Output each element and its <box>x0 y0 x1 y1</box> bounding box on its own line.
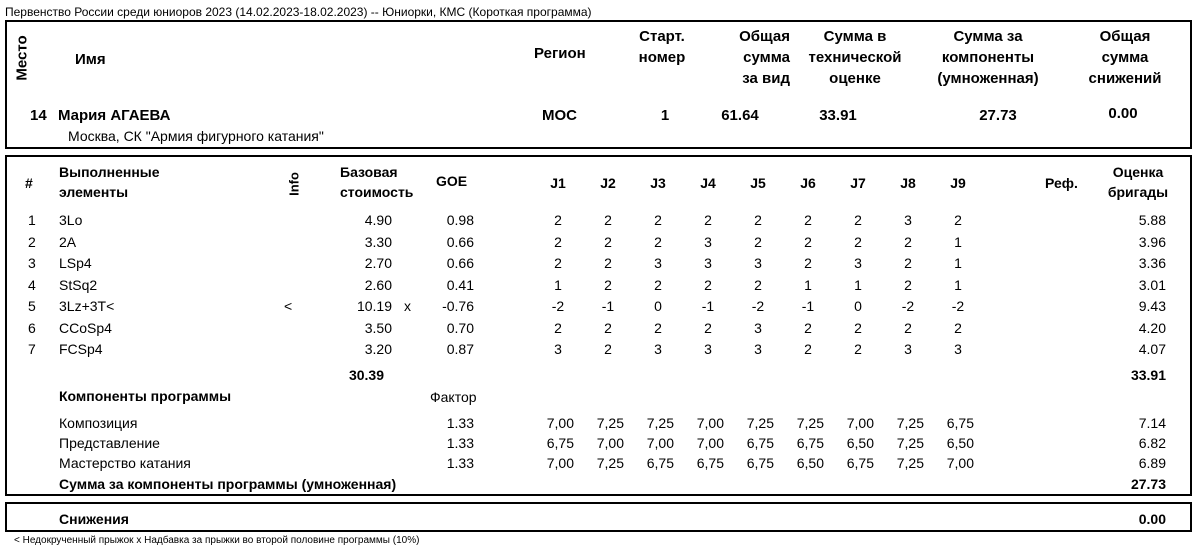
region-header: Регион <box>534 45 586 62</box>
header-line: Старт. <box>639 28 685 45</box>
component-name: Представление <box>59 435 160 451</box>
element-panel-score: 3.01 <box>1138 277 1166 293</box>
judge-score: 2 <box>604 255 612 271</box>
deductions-value: 0.00 <box>1138 511 1166 527</box>
col-header-panel-score <box>1098 162 1178 202</box>
skater-pcs: 27.73 <box>979 107 1017 124</box>
judge-score: 2 <box>804 212 812 228</box>
component-factor: 1.33 <box>446 415 474 431</box>
judge-score: -1 <box>801 298 815 314</box>
element-goe: 0.66 <box>446 255 474 271</box>
element-panel-score: 5.88 <box>1138 212 1166 228</box>
component-score: 7.14 <box>1138 415 1166 431</box>
element-panel-score: 3.96 <box>1138 234 1166 250</box>
element-goe: 0.70 <box>446 320 474 336</box>
skater-tes: 33.91 <box>819 107 857 124</box>
judge-header: J3 <box>650 175 666 191</box>
element-base-value: 10.19 <box>356 298 392 314</box>
judge-score: 2 <box>604 320 612 336</box>
judge-header: J7 <box>850 175 866 191</box>
component-judge-score: 7,00 <box>696 435 724 451</box>
header-line: за вид <box>742 70 790 87</box>
element-number: 4 <box>28 277 36 293</box>
judge-score: 3 <box>754 255 762 271</box>
component-judge-score: 7,00 <box>946 455 974 471</box>
judge-score: 3 <box>954 341 962 357</box>
judge-score: -2 <box>751 298 765 314</box>
component-judge-score: 7,00 <box>646 435 674 451</box>
component-judge-score: 7,25 <box>896 415 924 431</box>
component-score: 6.82 <box>1138 435 1166 451</box>
judge-score: 1 <box>554 277 562 293</box>
component-judge-score: 6,50 <box>796 455 824 471</box>
element-name: 3Lz+3T< <box>59 298 115 314</box>
component-judge-score: 6,50 <box>846 435 874 451</box>
judge-score: 3 <box>704 255 712 271</box>
judge-header: J6 <box>800 175 816 191</box>
skater-club: Москва, СК "Армия фигурного катания" <box>68 128 324 144</box>
header-line: технической <box>808 49 902 66</box>
header-line: (умноженная) <box>937 70 1039 87</box>
element-panel-score: 4.07 <box>1138 341 1166 357</box>
component-judge-score: 7,25 <box>646 415 674 431</box>
judge-header: J1 <box>550 175 566 191</box>
component-factor: 1.33 <box>446 435 474 451</box>
judge-score: 2 <box>604 277 612 293</box>
header-line: сумма <box>1101 49 1149 66</box>
judge-score: 2 <box>704 277 712 293</box>
col-header-ref: Реф. <box>1045 175 1078 191</box>
judge-score: 2 <box>604 234 612 250</box>
components-total-label: Сумма за компоненты программы (умноженная) <box>59 476 397 492</box>
element-number: 1 <box>28 212 36 228</box>
component-judge-score: 7,25 <box>896 435 924 451</box>
component-judge-score: 7,00 <box>546 415 574 431</box>
component-judge-score: 7,00 <box>846 415 874 431</box>
judge-score: 0 <box>654 298 662 314</box>
component-judge-score: 7,00 <box>696 415 724 431</box>
component-name: Композиция <box>59 415 138 431</box>
header-line: бригады <box>1107 184 1169 200</box>
skater-rank: 14 <box>30 107 47 124</box>
header-line: снижений <box>1088 70 1162 87</box>
component-judge-score: 7,00 <box>596 435 624 451</box>
judge-score: 2 <box>854 212 862 228</box>
component-factor: 1.33 <box>446 455 474 471</box>
components-total: 27.73 <box>1130 476 1166 492</box>
component-judge-score: 7,25 <box>796 415 824 431</box>
component-score: 6.89 <box>1138 455 1166 471</box>
element-number: 6 <box>28 320 36 336</box>
component-judge-score: 6,75 <box>746 435 774 451</box>
component-judge-score: 6,50 <box>946 435 974 451</box>
col-header-elements <box>59 162 160 202</box>
header-line: компоненты <box>941 49 1035 66</box>
element-name: 2A <box>59 234 77 250</box>
element-name: 3Lo <box>59 212 83 228</box>
judge-score: 3 <box>904 212 912 228</box>
judge-score: 2 <box>954 212 962 228</box>
component-name: Мастерство катания <box>59 455 191 471</box>
factor-label: Фактор <box>430 389 477 405</box>
judge-score: 1 <box>854 277 862 293</box>
skater-total-score: 61.64 <box>721 107 759 124</box>
judge-score: 2 <box>654 212 662 228</box>
judge-score: 2 <box>854 341 862 357</box>
element-goe: 0.41 <box>446 277 474 293</box>
element-name: FCSp4 <box>59 341 103 357</box>
judge-score: 3 <box>754 320 762 336</box>
rank-header: Место <box>13 35 31 81</box>
judge-score: 2 <box>604 341 612 357</box>
component-judge-score: 6,75 <box>696 455 724 471</box>
header-line: элементы <box>59 184 129 200</box>
component-judge-score: 6,75 <box>746 455 774 471</box>
elements-total-base: 30.39 <box>348 367 384 383</box>
judge-score: 1 <box>954 255 962 271</box>
component-judge-score: 6,75 <box>796 435 824 451</box>
judge-score: 2 <box>804 255 812 271</box>
judge-header: J9 <box>950 175 966 191</box>
skater-name: Мария АГАЕВА <box>58 107 171 124</box>
header-line: номер <box>638 49 686 66</box>
component-judge-score: 6,75 <box>946 415 974 431</box>
judge-score: 2 <box>804 320 812 336</box>
judge-score: 2 <box>704 320 712 336</box>
element-info: < <box>284 298 293 314</box>
judge-score: 3 <box>654 341 662 357</box>
judge-header: J5 <box>750 175 766 191</box>
judge-header: J8 <box>900 175 916 191</box>
element-base-value: 3.30 <box>364 234 392 250</box>
element-base-value: 3.50 <box>364 320 392 336</box>
judge-score: 1 <box>954 277 962 293</box>
component-judge-score: 7,00 <box>546 455 574 471</box>
judge-score: -2 <box>551 298 565 314</box>
judge-score: 3 <box>554 341 562 357</box>
event-title: Первенство России среди юниоров 2023 (14.02.2023-18.02.2023) -- Юниорки, КМС (Короткая программа) <box>5 5 592 19</box>
component-judge-score: 7,25 <box>746 415 774 431</box>
judge-score: 2 <box>854 320 862 336</box>
component-judge-score: 7,25 <box>596 415 624 431</box>
judge-score: 2 <box>754 277 762 293</box>
header-line: Общая <box>739 28 790 45</box>
pcs-header <box>922 26 1054 89</box>
judge-score: 3 <box>654 255 662 271</box>
judge-score: 2 <box>754 234 762 250</box>
element-base-value: 3.20 <box>364 341 392 357</box>
deductions-header <box>1070 26 1180 89</box>
judge-score: 2 <box>954 320 962 336</box>
element-goe: 0.66 <box>446 234 474 250</box>
element-base-value: 2.60 <box>364 277 392 293</box>
header-line: Оценка <box>1112 164 1164 180</box>
footnote: < Недокрученный прыжок x Надбавка за прыжки во второй половине программы (10%) <box>14 535 420 546</box>
header-line: Сумма в <box>823 28 887 45</box>
judge-score: -2 <box>951 298 965 314</box>
judge-score: 2 <box>554 255 562 271</box>
element-goe: 0.98 <box>446 212 474 228</box>
judge-score: -1 <box>701 298 715 314</box>
judge-score: 2 <box>604 212 612 228</box>
component-judge-score: 6,75 <box>846 455 874 471</box>
judge-score: 2 <box>654 320 662 336</box>
judge-header: J4 <box>700 175 716 191</box>
skater-deductions: 0.00 <box>1108 105 1138 122</box>
components-title: Компоненты программы <box>59 388 232 404</box>
judge-score: 2 <box>654 234 662 250</box>
component-judge-score: 6,75 <box>546 435 574 451</box>
judge-score: 2 <box>554 212 562 228</box>
deductions-box <box>5 502 1192 532</box>
judge-score: 2 <box>804 341 812 357</box>
header-line: Сумма за <box>953 28 1023 45</box>
name-header: Имя <box>75 51 106 68</box>
element-number: 2 <box>28 234 36 250</box>
header-line: сумма <box>743 49 790 66</box>
element-number: 7 <box>28 341 36 357</box>
element-panel-score: 9.43 <box>1138 298 1166 314</box>
judge-score: 2 <box>654 277 662 293</box>
element-panel-score: 3.36 <box>1138 255 1166 271</box>
element-name: CCoSp4 <box>59 320 112 336</box>
judge-score: 1 <box>954 234 962 250</box>
col-header-num: # <box>25 175 33 191</box>
component-judge-score: 7,25 <box>596 455 624 471</box>
judge-score: 2 <box>904 255 912 271</box>
judge-score: 3 <box>854 255 862 271</box>
elements-total-score: 33.91 <box>1130 367 1166 383</box>
header-line: Базовая <box>340 164 398 180</box>
judge-score: 2 <box>754 212 762 228</box>
judge-score: 3 <box>754 341 762 357</box>
total-score-header <box>690 26 790 89</box>
judge-score: -1 <box>601 298 615 314</box>
judge-score: 2 <box>904 234 912 250</box>
deductions-label: Снижения <box>59 511 129 527</box>
element-bonus-marker: x <box>404 298 411 314</box>
skater-region: МОС <box>542 107 577 124</box>
element-panel-score: 4.20 <box>1138 320 1166 336</box>
judge-score: 2 <box>854 234 862 250</box>
judge-score: 2 <box>904 277 912 293</box>
header-line: оценке <box>829 70 881 87</box>
element-base-value: 4.90 <box>364 212 392 228</box>
component-judge-score: 6,75 <box>646 455 674 471</box>
judge-score: 0 <box>854 298 862 314</box>
element-goe: 0.87 <box>446 341 474 357</box>
element-base-value: 2.70 <box>364 255 392 271</box>
judge-score: 2 <box>804 234 812 250</box>
element-goe: -0.76 <box>442 298 474 314</box>
element-number: 5 <box>28 298 36 314</box>
header-line: стоимость <box>340 184 414 200</box>
header-line: Общая <box>1099 28 1151 45</box>
judge-score: -2 <box>901 298 915 314</box>
col-header-base <box>340 162 413 202</box>
component-judge-score: 7,25 <box>896 455 924 471</box>
judge-score: 3 <box>704 341 712 357</box>
judge-score: 1 <box>804 277 812 293</box>
col-header-info: Info <box>286 172 302 196</box>
tes-header <box>790 26 920 89</box>
judge-score: 3 <box>704 234 712 250</box>
col-header-goe: GOE <box>436 173 468 189</box>
judge-score: 3 <box>904 341 912 357</box>
judge-score: 2 <box>554 234 562 250</box>
skater-start-number: 1 <box>660 107 670 124</box>
element-number: 3 <box>28 255 36 271</box>
element-name: StSq2 <box>59 277 98 293</box>
element-name: LSp4 <box>59 255 92 271</box>
header-line: Выполненные <box>59 164 160 180</box>
judge-score: 2 <box>904 320 912 336</box>
judge-score: 2 <box>704 212 712 228</box>
judge-header: J2 <box>600 175 616 191</box>
judge-score: 2 <box>554 320 562 336</box>
